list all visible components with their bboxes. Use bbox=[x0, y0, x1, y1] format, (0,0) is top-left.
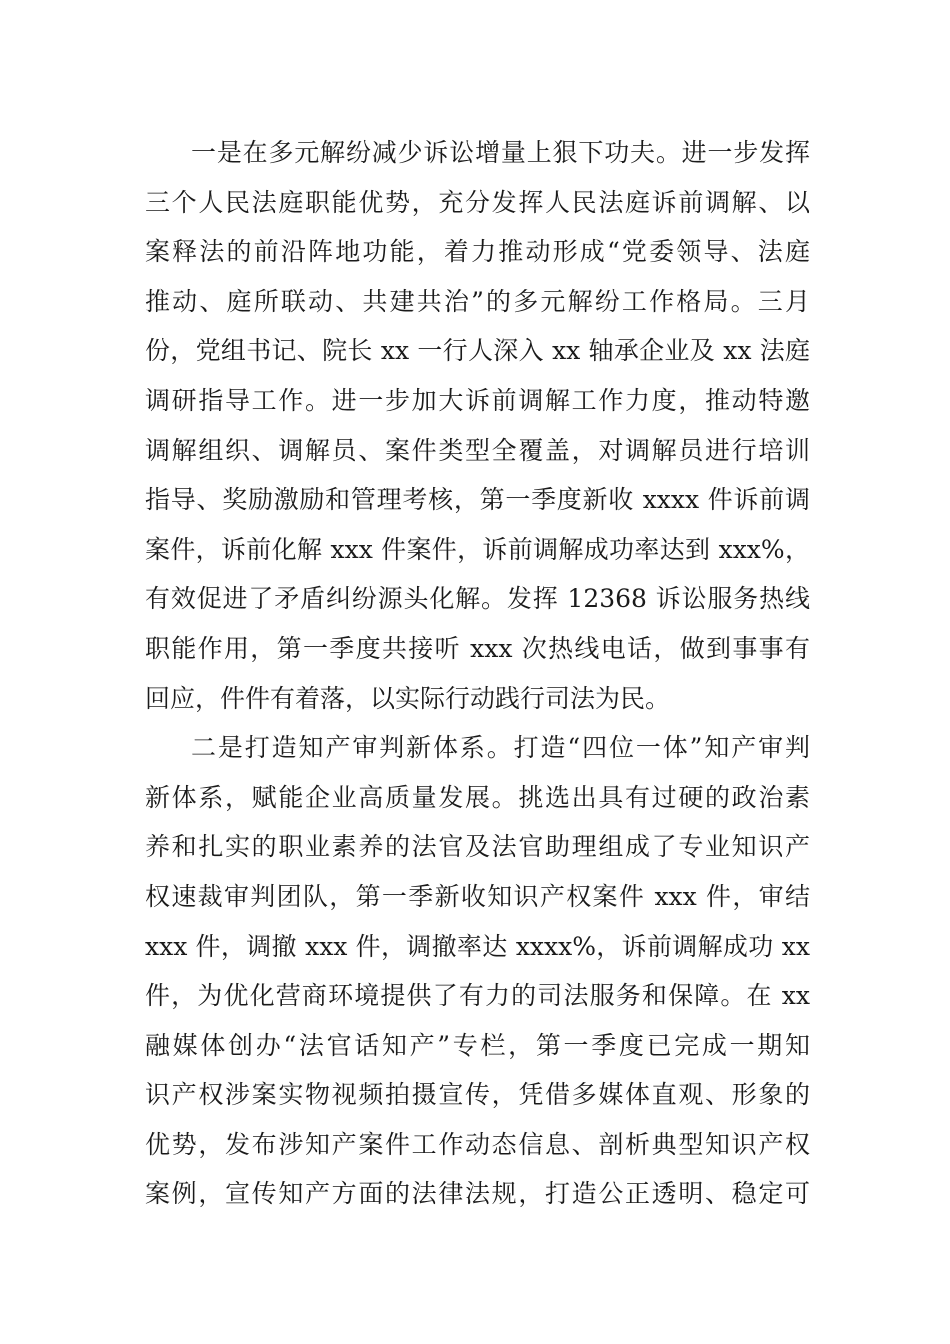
paragraph-line: 份，党组书记、院长 xx 一行人深入 xx 轴承企业及 xx 法庭 bbox=[145, 336, 810, 366]
paragraph-1 bbox=[145, 128, 810, 723]
document-body bbox=[145, 128, 810, 1219]
paragraph-line: 优势，发布涉知产案件工作动态信息、剖析典型知识产权 bbox=[145, 1129, 810, 1159]
paragraph-line: 三个人民法庭职能优势，充分发挥人民法庭诉前调解、以 bbox=[145, 187, 810, 217]
paragraph-line: 识产权涉案实物视频拍摄宣传，凭借多媒体直观、形象的 bbox=[145, 1080, 810, 1110]
paragraph-line: 案释法的前沿阵地功能，着力推动形成“党委领导、法庭 bbox=[145, 237, 810, 267]
paragraph-line: 融媒体创办“法官话知产”专栏，第一季度已完成一期知 bbox=[145, 1030, 810, 1060]
paragraph-2 bbox=[145, 723, 810, 1219]
paragraph-line: 二是打造知产审判新体系。打造“四位一体”知产审判 bbox=[191, 733, 810, 763]
paragraph-line: 职能作用，第一季度共接听 xxx 次热线电话，做到事事有 bbox=[145, 633, 810, 663]
paragraph-line: xxx 件，调撤 xxx 件，调撤率达 xxxx%，诉前调解成功 xx bbox=[145, 931, 810, 961]
paragraph-line: 养和扎实的职业素养的法官及法官助理组成了专业知识产 bbox=[145, 832, 810, 862]
paragraph-line: 案件，诉前化解 xxx 件案件，诉前调解成功率达到 xxx%， bbox=[145, 534, 810, 564]
paragraph-line: 调研指导工作。进一步加大诉前调解工作力度，推动特邀 bbox=[145, 385, 810, 415]
paragraph-line: 回应，件件有着落，以实际行动践行司法为民。 bbox=[145, 683, 671, 713]
paragraph-line: 调解组织、调解员、案件类型全覆盖，对调解员进行培训 bbox=[145, 435, 810, 465]
paragraph-line: 新体系，赋能企业高质量发展。挑选出具有过硬的政治素 bbox=[145, 782, 810, 812]
paragraph-line: 有效促进了矛盾纠纷源头化解。发挥 12368 诉讼服务热线 bbox=[145, 584, 810, 614]
paragraph-line: 一是在多元解纷减少诉讼增量上狠下功夫。进一步发挥 bbox=[191, 138, 810, 167]
paragraph-line: 件，为优化营商环境提供了有力的司法服务和保障。在 xx bbox=[145, 981, 810, 1011]
paragraph-line: 权速裁审判团队，第一季新收知识产权案件 xxx 件，审结 bbox=[145, 881, 810, 911]
paragraph-line: 指导、奖励激励和管理考核，第一季度新收 xxxx 件诉前调 bbox=[145, 485, 810, 515]
paragraph-line: 案例，宣传知产方面的法律法规，打造公正透明、稳定可 bbox=[145, 1179, 810, 1209]
paragraph-line: 推动、庭所联动、共建共治”的多元解纷工作格局。三月 bbox=[145, 286, 810, 316]
